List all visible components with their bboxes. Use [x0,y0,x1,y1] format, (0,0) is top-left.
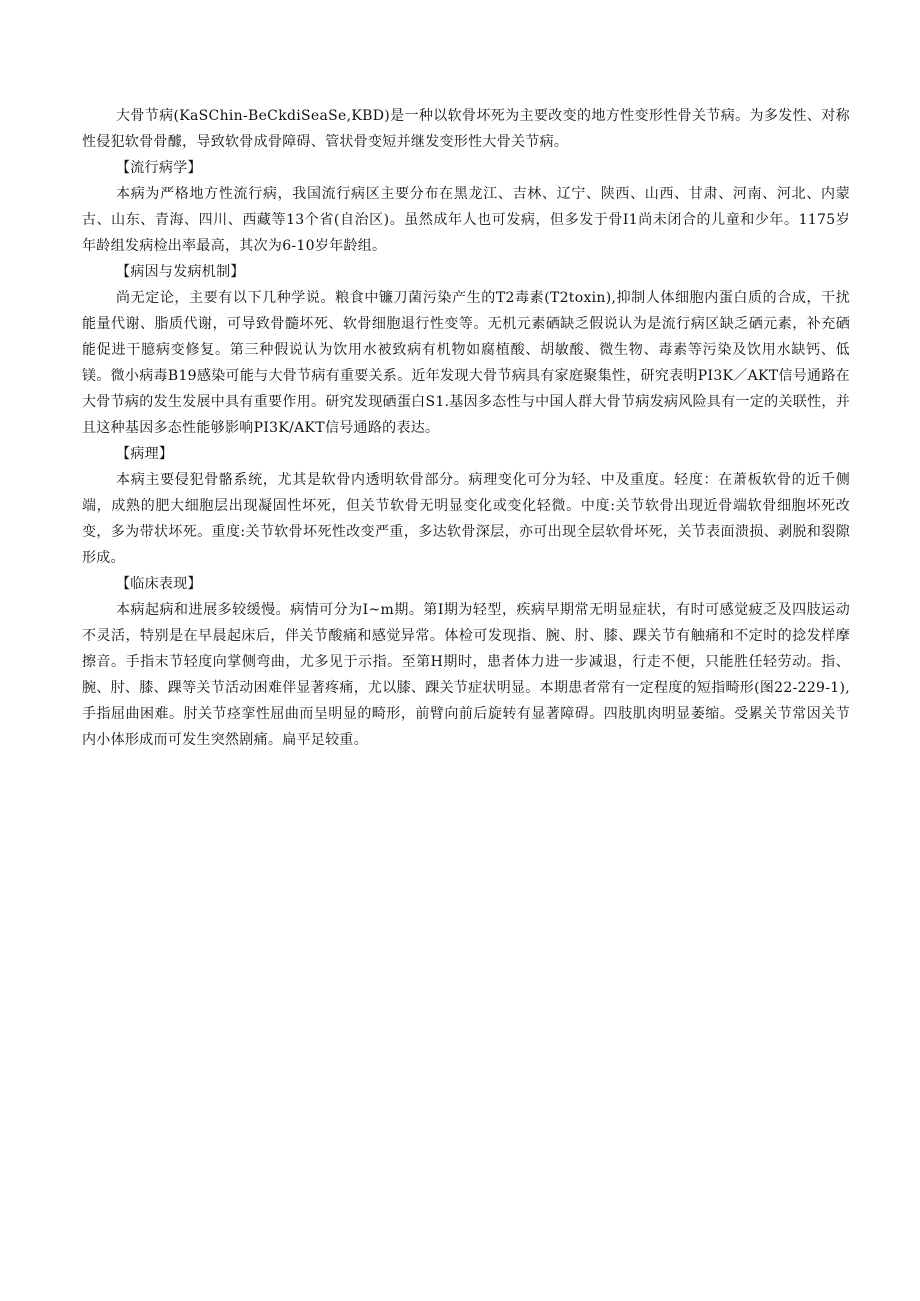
section-heading-clinical: 【临床表现】 [116,576,202,592]
intro-paragraph: 大骨节病(KaSChin-BeCkdiSeaSe,KBD)是一种以软骨坏死为主要改变的地方性变形性骨关节病。为多发性、对称性侵犯软骨骨醵，导致软骨成骨障碍、管状骨变短并继发变形性大骨关节病。 [82,108,850,150]
section-body-etiology: 尚无定论，主要有以下几种学说。粮食中镰刀菌污染产生的T2毒素(T2toxin),抑制人体细胞内蛋白质的合成，干扰能量代谢、脂质代谢，可导致骨髓坏死、软骨细胞退行性变等。无机元素硒缺乏假说认为是流行病区缺乏硒元素，补充硒能促进干臆病变修复。第三种假说认为饮用水被致病有机物如腐植酸、胡敏酸、微生物、毒素等污染及饮用水缺钙、低镁。微小病毒B19感染可能与大骨节病有重要关系。近年发现大骨节病具有家庭聚集性，研究表明PI3K／AKT信号通路在大骨节病的发生发展中具有重要作用。研究发现硒蛋白S1.基因多态性与中国人群大骨节病发病风险具有一定的关联性，并且这种基因多态性能够影响PI3K/AKT信号通路的表达。 [82,290,850,436]
section-body-clinical: 本病起病和进展多较缓慢。病情可分为I~m期。第I期为轻型，疾病早期常无明显症状，有时可感觉疲乏及四肢运动不灵活，特别是在早晨起床后，伴关节酸痛和感觉异常。体检可发现指、腕、肘、膝、踝关节有触痛和不定时的捻发样摩擦音。手指末节轻度向掌侧弯曲，尤多见于示指。至第H期时，患者体力进一步减退，行走不便，只能胜任轻劳动。指、腕、肘、膝、踝等关节活动困难伴显著疼痛，尤以膝、踝关节症状明显。本期患者常有一定程度的短指畸形(图22-229-1),手指屈曲困难。肘关节痉挛性屈曲而呈明显的畸形，前臂向前后旋转有显著障碍。四肢肌肉明显萎缩。受累关节常因关节内小体形成而可发生突然剧痛。扁平足较重。 [82,602,850,748]
section-heading-etiology: 【病因与发病机制】 [116,264,245,280]
section-body-epidemiology: 本病为严格地方性流行病，我国流行病区主要分布在黑龙江、吉林、辽宁、陕西、山西、甘肃、河南、河北、内蒙古、山东、青海、四川、西藏等13个省(自治区)。虽然成年人也可发病，但多发于骨I1尚未闭合的儿童和少年。1175岁年龄组发病检出率最高，其次为6-10岁年龄组。 [82,186,850,254]
section-body-pathology: 本病主要侵犯骨骼系统，尤其是软骨内透明软骨部分。病理变化可分为轻、中及重度。轻度：在萧板软骨的近千侧端，成熟的肥大细胞层出现凝固性坏死，但关节软骨无明显变化或变化轻微。中度:关节软骨出现近骨端软骨细胞坏死改变，多为带状坏死。重度:关节软骨坏死性改变严重，多达软骨深层，亦可出现全层软骨坏死，关节表面溃损、剥脱和裂隙形成。 [82,472,850,566]
section-heading-epidemiology: 【流行病学】 [116,160,202,176]
section-heading-pathology: 【病理】 [116,446,174,462]
document-page [82,103,850,753]
